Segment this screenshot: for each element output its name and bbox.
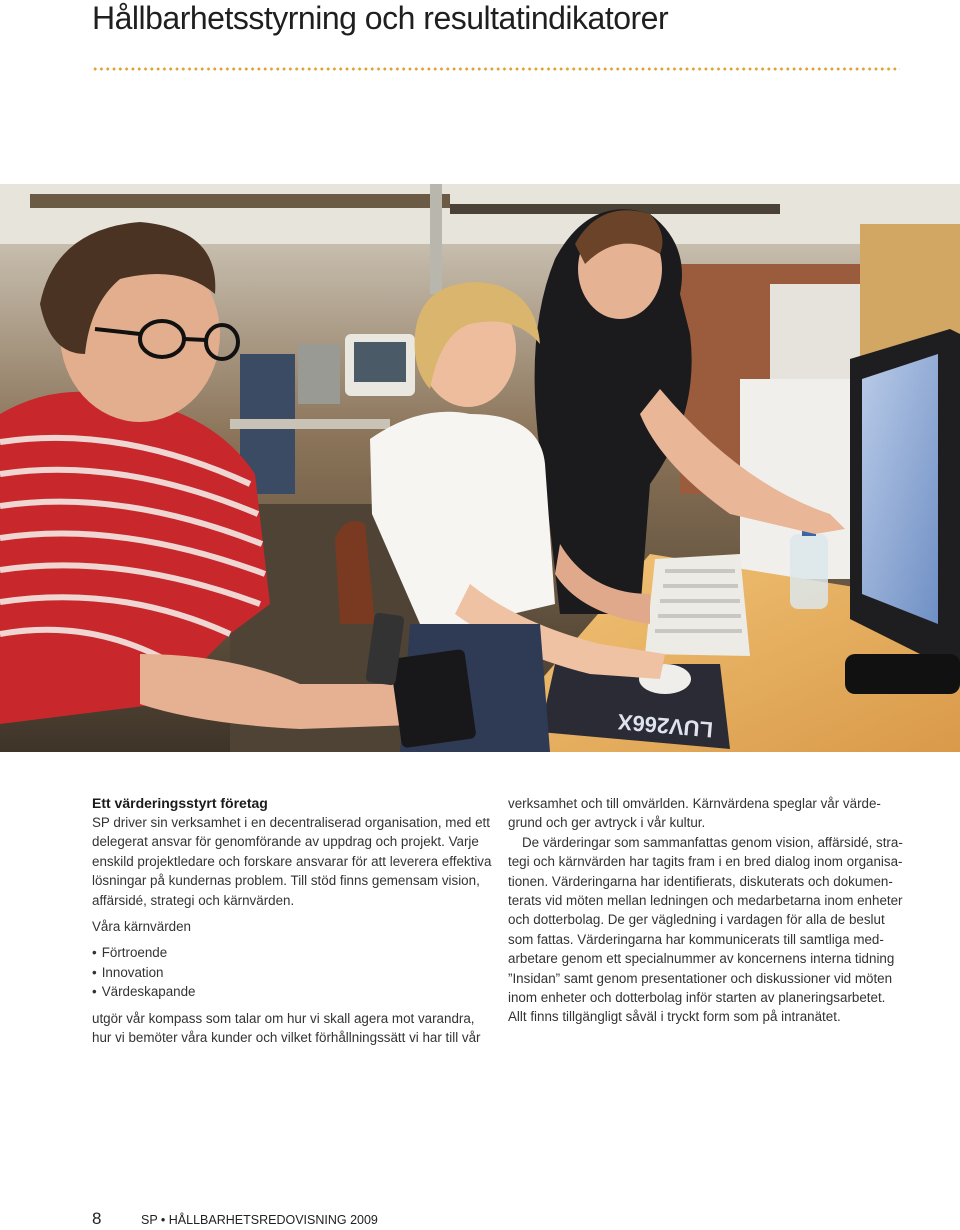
body-line: hur vi bemöter våra kunder och vilket förhållningssätt vi har till vår xyxy=(92,1030,481,1046)
body-line: inom enheter och dotterbolag inför starten av planeringsarbetet. xyxy=(508,990,886,1006)
body-line: Allt finns tillgängligt såväl i tryckt form som på intranätet. xyxy=(508,1009,841,1025)
body-line: som fattas. Värderingarna har kommunicerats till samtliga med- xyxy=(508,931,884,947)
section-heading: Ett värderingsstyrt företag xyxy=(92,795,268,811)
values-intro: Våra kärnvärden xyxy=(92,919,191,935)
value-list-item: • Innovation xyxy=(92,963,492,982)
body-line: tionen. Värderingarna har identifierats, diskuterats och dokumen- xyxy=(508,873,893,889)
left-column xyxy=(92,794,492,1047)
mousepad-label: LUV266X xyxy=(616,709,714,743)
body-line: tegi och kärnvärden har tagits fram i en bred dialog inom organisa- xyxy=(508,854,903,870)
body-line: De värderingar som sammanfattas genom vision, affärsidé, stra- xyxy=(522,834,903,850)
bullet-icon xyxy=(92,945,102,960)
body-line: grund och ger avtryck i vår kultur. xyxy=(508,815,706,831)
bullet-icon xyxy=(92,984,102,999)
body-line: lösningar på kundernas problem. Till stöd finns gemensam vision, xyxy=(92,873,480,889)
value-list-item: • Värdeskapande xyxy=(92,982,492,1001)
value-list-item: • Förtroende xyxy=(92,943,492,962)
body-line: verksamhet och till omvärlden. Kärnvärdena speglar vår värde- xyxy=(508,796,881,811)
bullet-icon xyxy=(92,965,102,980)
body-line: delegerat ansvar för genomförande av uppdrag och projekt. Varje xyxy=(92,834,479,850)
right-column xyxy=(508,794,908,1027)
page-number: 8 xyxy=(92,1209,102,1228)
body-line: arbetare genom ett specialnummer av koncernens interna tidning xyxy=(508,951,895,967)
page-title: Hållbarhetsstyrning och resultatindikatorer xyxy=(92,0,669,36)
running-footer: SP • HÅLLBARHETSREDOVISNING 2009 xyxy=(141,1213,378,1227)
body-line: enskild projektledare och forskare ansvarar för att leverera effektiva xyxy=(92,853,492,869)
body-line: affärsidé, strategi och kärnvärden. xyxy=(92,892,295,908)
body-line: terats vid möten mellan ledningen och medarbetarna inom enheter xyxy=(508,893,903,909)
dotted-divider xyxy=(92,67,900,71)
body-line: utgör vår kompass som talar om hur vi skall agera mot varandra, xyxy=(92,1010,475,1026)
body-line: och dotterbolag. De ger vägledning i vardagen för alla de beslut xyxy=(508,912,885,928)
body-line: ”Insidan” samt genom presentationer och diskussioner vid möten xyxy=(508,970,893,986)
body-line: SP driver sin verksamhet i en decentraliserad organisation, med ett xyxy=(92,815,490,830)
photo-lab-team-at-computer xyxy=(0,184,960,752)
